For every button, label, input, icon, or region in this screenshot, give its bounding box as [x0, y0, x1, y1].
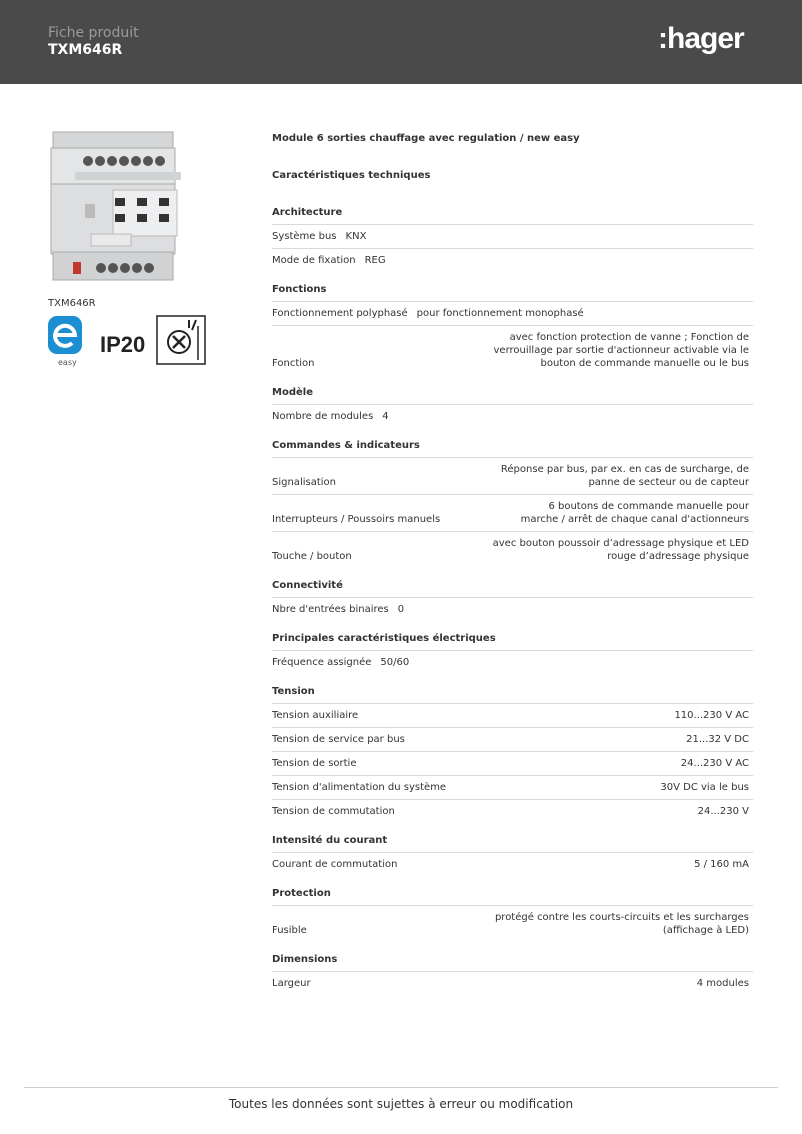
spec-label: Courant de commutation — [272, 859, 398, 870]
hager-logo: :hager — [658, 22, 744, 55]
footer-disclaimer: Toutes les données sont sujettes à erreur ou modification — [228, 1097, 574, 1111]
spec-section-heading: Connectivité — [272, 568, 753, 598]
spec-section-heading: Modèle — [272, 375, 753, 405]
spec-row — [272, 651, 753, 674]
spec-section-heading: Intensité du courant — [272, 823, 753, 853]
spec-row — [272, 225, 753, 249]
spec-label: Nbre d'entrées binaires — [272, 604, 389, 615]
spec-label: Tension de sortie — [272, 758, 357, 769]
spec-row — [272, 598, 753, 621]
spec-label: Fusible — [272, 925, 307, 936]
spec-label: Fonction — [272, 358, 315, 369]
spec-label: Tension d'alimentation du système — [272, 782, 447, 793]
spec-label: Touche / bouton — [272, 551, 352, 562]
spec-label: Signalisation — [272, 477, 336, 488]
spec-value: 24...230 V — [697, 806, 749, 817]
installation-symbol-icon — [157, 316, 205, 364]
easy-icon — [48, 316, 82, 354]
spec-label: Fonctionnement polyphasé — [272, 308, 408, 319]
document-kind: Fiche produit — [48, 25, 139, 41]
spec-value: 6 boutons de commande manuelle pour marche / arrêt de chaque canal d'actionneurs — [520, 501, 749, 525]
product-reference: TXM646R — [48, 42, 123, 58]
spec-row — [272, 853, 753, 876]
spec-row — [272, 458, 753, 495]
product-title: Module 6 sorties chauffage avec regulation / new easy — [272, 133, 580, 144]
spec-value: 5 / 160 mA — [694, 859, 749, 870]
spec-row — [272, 405, 753, 428]
product-image — [45, 128, 181, 285]
spec-label: Fréquence assignée — [272, 657, 372, 668]
spec-value: pour fonctionnement monophasé — [416, 308, 584, 319]
page-header — [0, 0, 802, 84]
spec-row — [272, 906, 753, 942]
spec-label: Mode de fixation — [272, 255, 356, 266]
spec-value: avec bouton poussoir d’adressage physique et LED rouge d’adressage physique — [492, 538, 749, 562]
spec-label: Largeur — [272, 978, 311, 989]
spec-label: Nombre de modules — [272, 411, 374, 422]
spec-section-heading: Dimensions — [272, 942, 753, 972]
spec-value: avec fonction protection de vanne ; Fonction de verrouillage par sortie d'actionneur activable via le bouton de commande manuelle ou le bus — [493, 332, 749, 369]
easy-label: easy — [58, 358, 77, 367]
spec-section-heading: Commandes & indicateurs — [272, 428, 753, 458]
spec-row — [272, 752, 753, 776]
spec-label: Tension de service par bus — [272, 734, 405, 745]
spec-value: 30V DC via le bus — [660, 782, 749, 793]
image-caption: TXM646R — [48, 298, 96, 309]
spec-label: Interrupteurs / Poussoirs manuels — [272, 514, 441, 525]
spec-row — [272, 249, 753, 272]
spec-value: 4 modules — [696, 978, 749, 989]
spec-value: 110...230 V AC — [674, 710, 749, 721]
spec-label: Tension auxiliaire — [272, 710, 359, 721]
spec-row — [272, 302, 753, 326]
spec-row — [272, 972, 753, 995]
footer-divider — [24, 1087, 778, 1088]
ip-rating: IP20 — [100, 332, 146, 357]
spec-value: 0 — [397, 604, 405, 615]
spec-row — [272, 495, 753, 532]
spec-label: Système bus — [272, 231, 337, 242]
spec-row — [272, 704, 753, 728]
spec-sections — [272, 195, 753, 995]
certification-logos — [46, 314, 208, 370]
spec-value: 24...230 V AC — [680, 758, 749, 769]
spec-value: REG — [364, 255, 386, 266]
specification-sheet — [272, 131, 753, 995]
spec-row — [272, 800, 753, 823]
spec-row — [272, 728, 753, 752]
spec-value: 21...32 V DC — [686, 734, 749, 745]
spec-value: 50/60 — [380, 657, 410, 668]
spec-value: 4 — [382, 411, 389, 422]
spec-section-heading: Fonctions — [272, 272, 753, 302]
spec-value: Réponse par bus, par ex. en cas de surcharge, de panne de secteur ou de capteur — [500, 464, 749, 488]
spec-row — [272, 532, 753, 568]
spec-value: protégé contre les courts-circuits et les surcharges (affichage à LED) — [494, 912, 749, 936]
spec-section-heading: Architecture — [272, 195, 753, 225]
spec-section-heading: Protection — [272, 876, 753, 906]
spec-row — [272, 776, 753, 800]
spec-label: Tension de commutation — [272, 806, 395, 817]
section-title: Caractéristiques techniques — [272, 170, 431, 181]
spec-row — [272, 326, 753, 375]
spec-value: KNX — [345, 231, 367, 242]
spec-section-heading: Tension — [272, 674, 753, 704]
spec-section-heading: Principales caractéristiques électriques — [272, 621, 753, 651]
